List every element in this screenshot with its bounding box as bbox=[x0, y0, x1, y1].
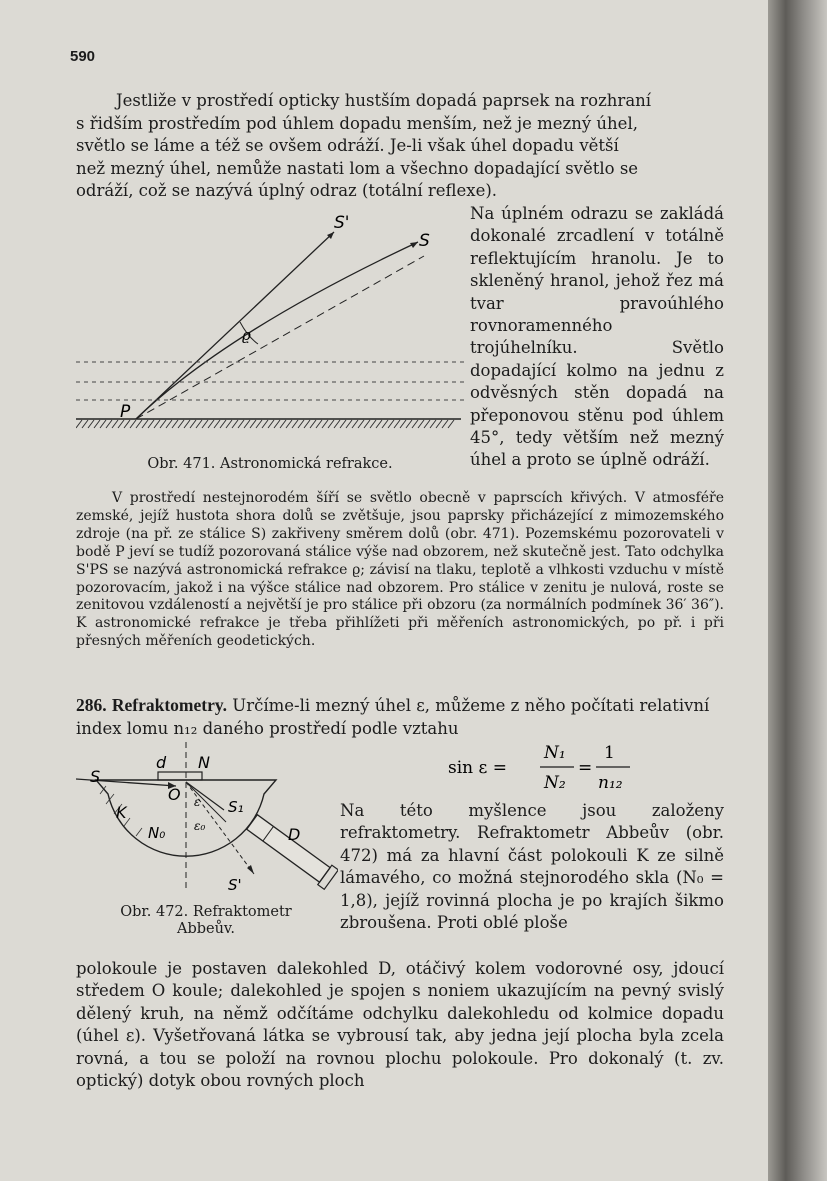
section-intro-text: Určíme-li mezný úhel ε, můžeme z něho počítati relativní index lomu n₁₂ daného prostředí podle vztahu bbox=[76, 696, 710, 738]
label-d: d bbox=[156, 753, 167, 772]
label-n0: N₀ bbox=[148, 824, 166, 842]
formula-den1: N₂ bbox=[544, 773, 566, 793]
figure-471-astronomical-refraction bbox=[76, 212, 466, 442]
small-paragraph-text: V prostředí nestejnorodém šíří se světlo obecně v paprscích křivých. V atmosféře zemské, jejíž hustota shora dolů se zvětšuje, jsou paprsky přicházející z mimozemského zdroje (na př. ze stálice S) zakřiveny směrem dolů (obr. 471). Pozemskému pozorovateli v bodě P jeví se tudíž pozorovaná stálice výše nad obzorem, než skutečně jest. Tato odchylka S'PS se nazývá astronomická refrakce ϱ; závisí na tlaku, teplotě a vlhkosti vzduchu v místě pozorovacím, jakož i na výšce stálice nad obzorem. Pro stálice v zenitu je nulová, roste se zenitovou vzdáleností a největší je pro stálice při obzoru (za normálních podmínek 36′ 36″). K astronomické refrakce je třeba přihlížeti při měřeních astronomických, po př. i při přesných měřeních geodetických. bbox=[76, 490, 724, 650]
page-number: 590 bbox=[70, 48, 96, 65]
label-epsilon-0: ε₀ bbox=[194, 819, 206, 833]
label-s: S bbox=[90, 767, 101, 786]
formula-den2: n₁₂ bbox=[598, 773, 623, 793]
right-column-refractometer-text: Na této myšlence jsou založeny refraktometry. Refraktometr Abbeův (obr. 472) má za hlavní část polokouli K ze silně lámavého, co možná stejnorodého skla (N₀ = 1,8), jejíž rovinná plocha je po krajích šikmo zbroušena. Proti oblé ploše bbox=[340, 801, 724, 933]
section-title: Refraktometry. bbox=[111, 695, 228, 715]
label-n: N bbox=[198, 753, 210, 772]
figure-472-caption: Obr. 472. Refraktometr Abbeův. bbox=[120, 904, 292, 937]
figure-472-abbe-refractometer bbox=[76, 742, 338, 902]
paragraph-line: světlo se láme a též se ovšem odráží. Je-li však úhel dopadu větší bbox=[76, 136, 619, 156]
label-rho: ϱ bbox=[242, 326, 251, 344]
label-s1: S₁ bbox=[228, 798, 244, 816]
formula-num2: 1 bbox=[604, 743, 615, 763]
page-gutter-shadow bbox=[768, 0, 827, 1181]
svg-text:=: = bbox=[578, 758, 593, 778]
paragraph-line: odráží, což se nazývá úplný odraz (totální reflexe). bbox=[76, 181, 498, 201]
paragraph-line: než mezný úhel, nemůže nastati lom a všechno dopadající světlo se bbox=[76, 158, 639, 178]
paragraph-line: Jestliže v prostředí opticky hustším dopadá paprsek na rozhraní bbox=[116, 91, 652, 110]
label-s-prime: S' bbox=[334, 213, 350, 233]
label-s: S bbox=[419, 231, 430, 251]
bottom-paragraph: polokoule je postaven dalekohled D, otáčivý kolem vodorovné osy, jdoucí středem O koule; dalekohled je spojen s noniem ukazujícím na pevný svislý dělený kruh, na němž odčítáme odchylku dalekohledu od kolmice dopadu (úhel ε). Vyšetřovaná látka se vybrousí tak, aby jedna její plocha byla zcela rovná, a tou se položí na rovnou plochu polokoule. Pro dokonalý (t. zv. optický) dotyk obou rovných ploch bbox=[76, 959, 724, 1091]
formula-sin-epsilon bbox=[448, 738, 638, 794]
formula-lhs: sin ε = bbox=[448, 758, 507, 778]
formula-num1: N₁ bbox=[544, 743, 566, 763]
section-286 bbox=[76, 694, 724, 740]
label-k: K bbox=[116, 803, 127, 822]
label-dd: D bbox=[288, 825, 301, 844]
label-s-prime: S' bbox=[228, 876, 242, 894]
figure-471-caption: Obr. 471. Astronomická refrakce. bbox=[147, 456, 393, 472]
label-epsilon: ε bbox=[194, 795, 201, 809]
small-paragraph-refraction bbox=[76, 490, 724, 651]
paragraph-total-reflection bbox=[76, 90, 724, 203]
section-number: 286. bbox=[76, 695, 107, 715]
label-p: P bbox=[120, 402, 131, 422]
label-o: O bbox=[168, 785, 181, 804]
right-column-prism-text: Na úplném odrazu se zakládá dokonalé zrcadlení v totálně reflektujícím hranolu. Je to skleněný hranol, jehož řez má tvar pravoúhlého rovnoramenného trojúhelníku. Světlo dopadající kolmo na jednu z odvěsných stěn dopadá na přeponovou stěnu pod úhlem 45°, tedy větším než mezný úhel a proto se úplně odráží. bbox=[470, 204, 724, 470]
paragraph-line: s řidším prostředím pod úhlem dopadu menším, než je mezný úhel, bbox=[76, 113, 638, 133]
